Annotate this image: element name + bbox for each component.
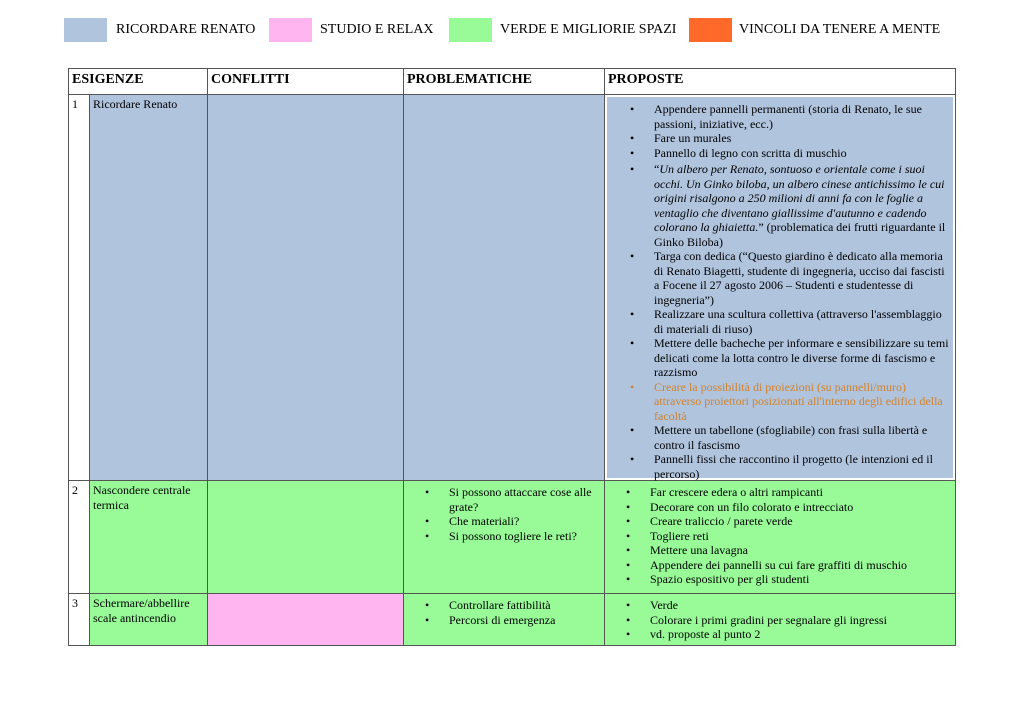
list-item: • Appendere pannelli permanenti (storia di Renato, le sue passioni, iniziative, ecc.) bbox=[609, 102, 951, 131]
list-item: • Togliere reti bbox=[605, 529, 955, 544]
list-item: • Appendere dei pannelli su cui fare graffiti di muschio bbox=[605, 558, 955, 573]
esigenza-text: Nascondere centrale termica bbox=[93, 483, 191, 512]
table-row bbox=[69, 481, 956, 594]
legend-label-verde: VERDE E MIGLIORIE SPAZI bbox=[500, 22, 677, 37]
legend-swatch-pink bbox=[269, 18, 312, 42]
requirements-table bbox=[68, 68, 956, 646]
list-item: • Controllare fattibilità bbox=[404, 598, 604, 613]
legend-label-vincoli: VINCOLI DA TENERE A MENTE bbox=[739, 22, 941, 37]
problematiche-list bbox=[404, 481, 604, 543]
list-item: • Verde bbox=[605, 598, 955, 613]
proposte-list bbox=[605, 594, 955, 642]
proposte-list bbox=[605, 481, 955, 587]
esigenza-cell bbox=[90, 481, 208, 594]
list-item-quote: • “Un albero per Renato, sontuoso e orientale come i suoi occhi. Un Ginko biloba, un albero cinese antichissimo le cui origini risalgono a 250 milioni di anni fa con le foglie a ventaglio che diventano giallissime d'autunno e cadendo colorano la ghiaietta.” (problematica dei frutti riguardante il Ginko Biloba) bbox=[609, 162, 951, 249]
row-number: 1 bbox=[69, 95, 90, 481]
problematiche-cell bbox=[404, 594, 605, 646]
legend-swatch-green bbox=[449, 18, 492, 42]
list-item: • Colorare i primi gradini per segnalare gli ingressi bbox=[605, 613, 955, 628]
list-item: • Spazio espositivo per gli studenti bbox=[605, 572, 955, 587]
list-item-vincolo: • Creare la possibilità di proiezioni (su pannelli/muro) attraverso proiettori posizionati all'interno degli edifici della facoltà bbox=[609, 380, 951, 424]
list-item: • Che materiali? bbox=[404, 514, 604, 529]
row-number: 2 bbox=[69, 481, 90, 594]
list-item: • Mettere una lavagna bbox=[605, 543, 955, 558]
header-proposte: PROPOSTE bbox=[605, 69, 956, 95]
list-item: • Si possono attaccare cose alle grate? bbox=[404, 485, 604, 514]
proposte-cell bbox=[605, 481, 956, 594]
list-item: • Fare un murales bbox=[609, 131, 951, 146]
proposte-cell bbox=[605, 95, 956, 481]
list-item: • Decorare con un filo colorato e intrecciato bbox=[605, 500, 955, 515]
esigenza-text: Schermare/abbellire scale antincendio bbox=[93, 596, 190, 625]
conflitti-cell bbox=[208, 95, 404, 481]
table-row bbox=[69, 594, 956, 646]
list-item: • Percorsi di emergenza bbox=[404, 613, 604, 628]
list-item: • Far crescere edera o altri rampicanti bbox=[605, 485, 955, 500]
legend-swatch-blue bbox=[64, 18, 107, 42]
table-header-row bbox=[69, 69, 956, 95]
row-number: 3 bbox=[69, 594, 90, 646]
list-item: • vd. proposte al punto 2 bbox=[605, 627, 955, 642]
legend-swatch-orange bbox=[689, 18, 732, 42]
list-item: • Pannello di legno con scritta di muschio bbox=[609, 146, 951, 161]
list-item: • Realizzare una scultura collettiva (attraverso l'assemblaggio di materiali di riuso) bbox=[609, 307, 951, 336]
proposte-cell bbox=[605, 594, 956, 646]
problematiche-cell bbox=[404, 481, 605, 594]
esigenza-cell bbox=[90, 594, 208, 646]
table-row bbox=[69, 95, 956, 481]
header-esigenze: ESIGENZE bbox=[69, 69, 208, 95]
list-item: • Pannelli fissi che raccontino il progetto (le intenzioni ed il percorso) bbox=[609, 452, 951, 481]
list-item: • Si possono togliere le reti? bbox=[404, 529, 604, 544]
legend-label-ricordare: RICORDARE RENATO bbox=[116, 22, 256, 37]
header-conflitti: CONFLITTI bbox=[208, 69, 404, 95]
problematiche-list bbox=[404, 594, 604, 627]
list-item: • Creare traliccio / parete verde bbox=[605, 514, 955, 529]
conflitti-cell bbox=[208, 594, 404, 646]
list-item: • Mettere un tabellone (sfogliabile) con frasi sulla libertà e contro il fascismo bbox=[609, 423, 951, 452]
esigenza-text: Ricordare Renato bbox=[93, 97, 178, 111]
legend-label-studio: STUDIO E RELAX bbox=[320, 22, 434, 37]
esigenza-cell bbox=[90, 95, 208, 481]
proposte-list bbox=[609, 98, 951, 481]
problematiche-cell bbox=[404, 95, 605, 481]
conflitti-cell bbox=[208, 481, 404, 594]
list-item: • Targa con dedica (“Questo giardino è dedicato alla memoria di Renato Biagetti, studente di ingegneria, ucciso dai fascisti a Focene il 27 agosto 2006 – Studenti e studentesse di ingegneria”) bbox=[609, 249, 951, 307]
header-problematiche: PROBLEMATICHE bbox=[404, 69, 605, 95]
list-item: • Mettere delle bacheche per informare e sensibilizzare su temi delicati come la lotta contro le diverse forme di fascismo e razzismo bbox=[609, 336, 951, 380]
